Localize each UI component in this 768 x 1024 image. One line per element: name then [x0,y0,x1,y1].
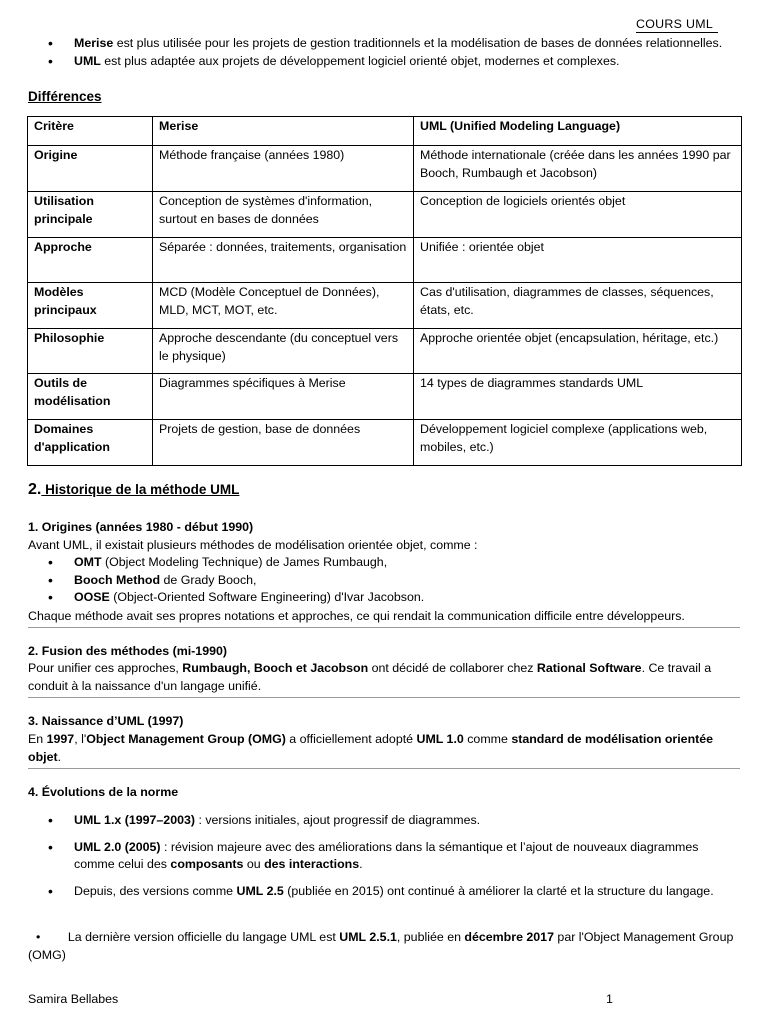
table-cell: Approche [28,238,153,283]
footer-author: Samira Bellabes [28,992,119,1006]
footer-page-number: 1 [606,992,613,1006]
table-header-cell: Merise [153,117,414,146]
paragraph-last-version: • La dernière version officielle du langage UML est UML 2.5.1, publiée en décembre 2017 par l'Object Management Group (OMG) [28,930,734,962]
bullet-term: UML [74,53,101,68]
table-cell: Utilisation principale [28,192,153,238]
table-cell: Domaines d'application [28,420,153,466]
table-row [28,283,742,329]
table-cell: Origine [28,146,153,192]
table-cell: Modèles principaux [28,283,153,329]
table-cell: Méthode internationale (créée dans les années 1990 par Booch, Rumbaugh et Jacobson) [414,146,742,192]
table-cell: Séparée : données, traitements, organisation [153,238,414,283]
bullet-text: est plus utilisée pour les projets de gestion traditionnels et la modélisation de bases de données relationnelles. [113,36,723,50]
paragraph: En 1997, l'Object Management Group (OMG) a officiellement adopté UML 1.0 comme standard de modélisation orientée objet. [28,732,714,764]
list-item: • Booch Method de Grady Booch, [28,572,740,590]
section-title: Historique de la méthode UML [41,482,240,497]
table-cell: Projets de gestion, base de données [153,420,414,466]
section-number: 2. [28,481,42,498]
table-cell: Conception de systèmes d'information, surtout en bases de données [153,192,414,238]
paragraph: Chaque méthode avait ses propres notations et approches, ce qui rendait la communication difficile entre développeurs. [28,609,685,623]
divider [28,697,740,698]
list-item [28,53,740,71]
list-item: • UML 2.0 (2005) : révision majeure avec des améliorations dans la sémantique et l’ajout de nouveaux diagrammes comme celui des composants ou des interactions. [28,839,740,874]
table-cell: Conception de logiciels orientés objet [414,192,742,238]
bullet-glyph: • [36,930,68,944]
table-header-cell: Critère [28,117,153,146]
table-cell: Approche orientée objet (encapsulation, héritage, etc.) [414,329,742,374]
list-item: • OOSE (Object-Oriented Software Engineering) d'Ivar Jacobson. [28,589,740,607]
methods-list [28,554,740,607]
table-row [28,329,742,374]
table-cell: Développement logiciel complexe (applications web, mobiles, etc.) [414,420,742,466]
table-cell: 14 types de diagrammes standards UML [414,374,742,420]
list-item: • OMT (Object Modeling Technique) de James Rumbaugh, [28,554,740,572]
list-item [28,35,740,53]
comparison-table [27,116,742,466]
differences-heading: Différences [28,89,102,104]
divider [28,768,740,769]
paragraph: Avant UML, il existait plusieurs méthodes de modélisation orientée objet, comme : [28,538,478,552]
table-cell: Méthode française (années 1980) [153,146,414,192]
subsection-title: 3. Naissance d’UML (1997) [28,714,184,728]
intro-bullet-list [28,35,740,70]
page-header-title: COURS UML [636,17,718,33]
bullet-text: est plus adaptée aux projets de développement logiciel orienté objet, modernes et complexes. [100,53,620,68]
table-cell: Diagrammes spécifiques à Merise [153,374,414,420]
table-cell: Unifiée : orientée objet [414,238,742,283]
table-cell: Philosophie [28,329,153,374]
evolution-list [28,812,740,909]
table-header-row [28,117,742,146]
table-cell: Cas d'utilisation, diagrammes de classes, séquences, états, etc. [414,283,742,329]
table-cell: MCD (Modèle Conceptuel de Données), MLD, MCT, MOT, etc. [153,283,414,329]
table-cell: Approche descendante (du conceptuel vers le physique) [153,329,414,374]
list-item: • Depuis, des versions comme UML 2.5 (publiée en 2015) ont continué à améliorer la clarté et la structure du langage. [28,883,740,901]
divider [28,627,740,628]
table-row [28,192,742,238]
table-row [28,146,742,192]
table-row [28,374,742,420]
table-header-cell: UML (Unified Modeling Language) [414,117,742,146]
list-item: • UML 1.x (1997–2003) : versions initiales, ajout progressif de diagrammes. [28,812,740,830]
table-row [28,420,742,466]
table-row [28,238,742,283]
table-cell: Outils de modélisation [28,374,153,420]
subsection-title: 2. Fusion des méthodes (mi-1990) [28,644,227,658]
paragraph: Pour unifier ces approches, Rumbaugh, Booch et Jacobson ont décidé de collaborer chez Rational Software. Ce travail a conduit à la naissance d'un langage unifié. [28,661,712,693]
section-heading [28,481,740,499]
bullet-term: Merise [74,36,114,50]
subsection-title: 1. Origines (années 1980 - début 1990) [28,520,254,534]
subsection-title: 4. Évolutions de la norme [28,785,179,799]
